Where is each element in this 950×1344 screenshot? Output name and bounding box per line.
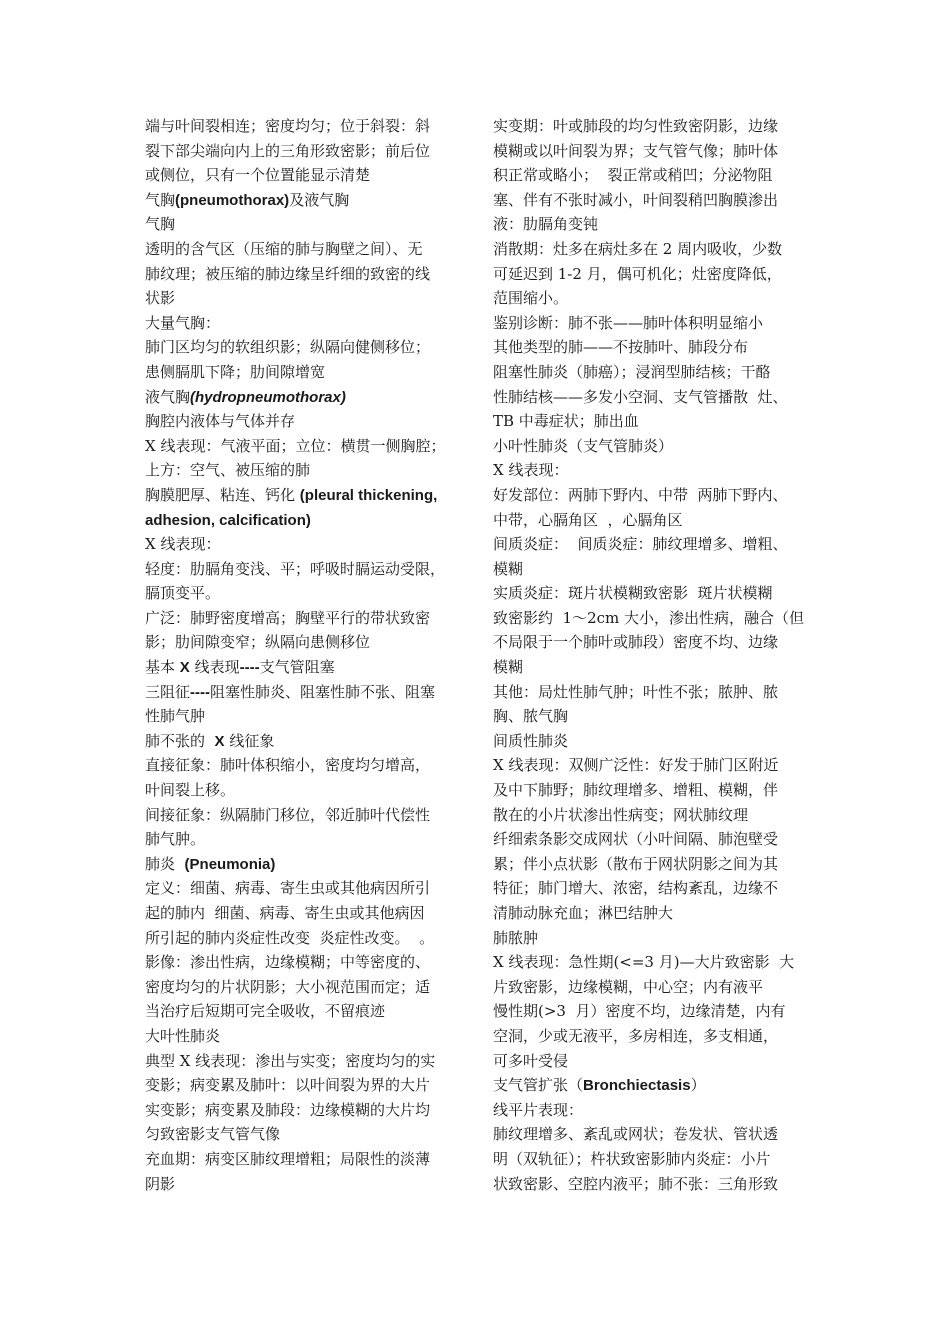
text-segment: 密度均匀的片状阴影；大小视范围而定；适 [145,977,431,996]
text-segment: 阴影 [145,1174,176,1193]
text-segment: 线表现 [189,658,240,677]
text-segment: 液：肋膈角变钝 [493,215,599,234]
text-segment: 支气管扩张（ [493,1076,584,1095]
text-segment: 患侧膈肌下降；肋间隙增宽 [145,362,326,381]
text-line [493,458,808,483]
text-line [145,901,460,926]
text-segment: 肺不张的 [145,731,215,750]
text-line [493,188,808,213]
text-line [493,606,808,631]
text-line [493,827,808,852]
text-segment: 线平片表现： [493,1100,584,1119]
text-line [145,1073,460,1098]
text-segment: adhesion, calcification) [145,511,311,529]
text-segment: 裂下部尖端向内上的三角形致密影；前后位 [145,141,431,160]
text-line [145,1172,460,1197]
text-line [145,827,460,852]
text-segment: 肺脓肿 [493,928,539,947]
text-segment: 其他：局灶性肺气肿；叶性不张；脓肿、脓 [493,682,779,701]
text-segment: 典型 X 线表现：渗出与实变；密度均匀的实 [145,1051,436,1070]
text-segment: 清肺动脉充血；淋巴结肿大 [493,904,674,922]
text-line [493,335,808,360]
text-line [493,975,808,1000]
text-line [493,286,808,311]
text-segment: 匀致密影支气管气像 [145,1125,281,1144]
text-line [145,508,460,533]
text-segment: 可延迟到 1-2 月，偶可机化；灶密度降低， [493,264,782,283]
text-line [493,926,808,951]
text-segment: 阻塞性肺炎（肺癌）；浸润型肺结核；干酪 [493,362,771,381]
text-segment: X [179,659,190,677]
text-line [493,753,808,778]
text-segment: 纤细索条影交成网状（小叶间隔、肺泡壁受 [493,830,779,849]
text-line [145,385,460,410]
text-segment: 阻塞性肺炎、阻塞性肺不张、阻塞 [210,682,436,701]
text-line [145,852,460,877]
text-segment: 好发部位：两肺下野内、中带 两肺下野内、 [493,485,788,504]
text-segment: (pleural thickening, [299,486,438,504]
right-text-column [493,114,808,1196]
text-segment: X 线表现：急性期(<=3 月)—大片致密影 大 [493,953,795,972]
text-line [493,630,808,655]
text-segment: 气胸 [145,215,176,234]
text-segment: 模糊 [493,658,524,677]
text-segment: 间质性肺炎 [493,731,569,750]
text-segment: 膈顶变平。 [145,584,221,603]
text-segment: 特征；肺门增大、浓密，结构紊乱，边缘不 [493,879,779,898]
text-segment: 鉴别诊断：肺不张——肺叶体积明显缩小 [493,313,764,332]
text-line [145,114,460,139]
text-segment: X [214,732,225,750]
text-segment: X 线表现： [493,461,569,480]
text-line [145,655,460,680]
text-segment: 片致密影，边缘模糊，中心空；内有液平 [493,977,764,996]
text-segment: (Pneumonia) [184,855,276,873]
text-line [493,163,808,188]
text-line [145,581,460,606]
text-line [493,680,808,705]
text-line [145,163,460,188]
text-line [145,975,460,1000]
text-segment: 塞、伴有不张时减小，叶间裂稍凹胸膜渗出 [493,190,779,209]
text-line [493,778,808,803]
text-segment: (pneumothorax) [175,191,290,209]
text-segment: ） [690,1076,706,1095]
text-line [145,532,460,557]
text-line [493,852,808,877]
text-line [145,434,460,459]
text-line [145,680,460,705]
text-segment: 所引起的肺内炎症性改变 炎症性改变。 。 [145,928,435,947]
text-segment: 端与叶间裂相连；密度均匀；位于斜裂：斜 [145,117,431,135]
text-line [493,532,808,557]
text-segment: 明（双轨征）；杵状致密影肺内炎症：小片 [493,1149,771,1168]
text-line [493,139,808,164]
text-line [493,311,808,336]
text-line [493,114,808,139]
text-segment: 当治疗后短期可完全吸收，不留痕迹 [145,1002,386,1021]
text-segment: 肺纹理增多、紊乱或网状；卷发状、管状透 [493,1125,779,1144]
text-line [493,876,808,901]
text-segment: 范围缩小。 [493,289,569,308]
text-segment: 广泛：肺野密度增高；胸壁平行的带状致密 [145,608,431,627]
text-line [493,434,808,459]
text-segment: 中带，心膈角区 ，心膈角区 [493,510,683,529]
text-segment: 空洞，少或无液平，多房相连，多支相通， [493,1026,779,1045]
text-line [145,237,460,262]
text-segment: 模糊 [493,559,524,578]
text-line [145,335,460,360]
text-line [145,1147,460,1172]
text-line [493,1172,808,1197]
text-segment: 上方：空气、被压缩的肺 [145,461,311,480]
text-line [145,311,460,336]
text-line [493,655,808,680]
text-line [493,483,808,508]
text-segment: 模糊或以叶间裂为界；支气管气像；肺叶体 [493,141,779,160]
text-segment: 胸腔内液体与气体并存 [145,412,296,431]
text-line [145,704,460,729]
text-segment: 可多叶受侵 [493,1051,569,1070]
text-line [145,753,460,778]
text-line [493,212,808,237]
text-segment: 直接征象：肺叶体积缩小，密度均匀增高， [145,756,431,775]
text-segment: 及中下肺野；肺纹理增多、增粗、模糊，伴 [493,781,779,800]
text-line [145,262,460,287]
text-segment: 肺气肿。 [145,830,206,849]
text-segment: 实变期：叶或肺段的均匀性致密阴影，边缘 [493,117,779,135]
text-segment: 肺门区均匀的软组织影；纵隔向健侧移位； [145,338,431,357]
text-segment: ---- [190,683,210,701]
text-segment: 轻度：肋膈角变浅、平；呼吸时膈运动受限， [145,559,446,578]
text-line [493,557,808,582]
text-segment: 线征象 [224,731,275,750]
text-segment: 充血期：病变区肺纹理增粗；局限性的淡薄 [145,1149,431,1168]
text-segment: 散在的小片状渗出性病变；网状肺纹理 [493,805,749,824]
text-line [145,188,460,213]
text-line [493,237,808,262]
text-segment: 间质炎症： 间质炎症：肺纹理增多、增粗、 [493,535,788,554]
text-line [145,926,460,951]
text-segment: 实变影；病变累及肺段：边缘模糊的大片均 [145,1100,431,1119]
text-line [493,950,808,975]
text-segment: 透明的含气区（压缩的肺与胸壁之间）、无 [145,239,423,258]
text-segment: 起的肺内 细菌、病毒、寄生虫或其他病因 [145,904,425,922]
text-line [145,606,460,631]
text-line [145,360,460,385]
text-line [493,508,808,533]
text-line [145,483,460,508]
text-line [145,630,460,655]
text-line [145,1024,460,1049]
text-segment: 变影；病变累及肺叶：以叶间裂为界的大片 [145,1076,431,1095]
text-segment: 三阻征 [145,682,191,701]
text-line [493,999,808,1024]
text-line [493,803,808,828]
text-line [493,729,808,754]
text-line [493,704,808,729]
text-segment: X 线表现： [145,535,221,554]
text-line [493,1147,808,1172]
text-line [493,360,808,385]
text-segment: 性肺气肿 [145,707,206,726]
text-segment: (hydropneumothorax) [190,388,346,406]
text-segment: TB 中毒症状；肺出血 [493,412,639,431]
text-line [145,778,460,803]
left-text-column [145,114,460,1196]
text-segment: 消散期：灶多在病灶多在 2 周内吸收，少数 [493,239,783,258]
text-line [493,1073,808,1098]
text-line [145,876,460,901]
text-line [493,901,808,926]
text-line [145,1098,460,1123]
text-segment: 其他类型的肺——不按肺叶、肺段分布 [493,338,749,357]
text-segment: 积正常或略小； 裂正常或稍凹；分泌物阻 [493,166,773,185]
text-segment: 气胸 [145,190,176,209]
text-segment: 大叶性肺炎 [145,1026,221,1045]
text-segment: 间接征象：纵隔肺门移位，邻近肺叶代偿性 [145,805,431,824]
text-segment: X 线表现：双侧广泛性：好发于肺门区附近 [493,756,779,775]
text-line [493,1098,808,1123]
text-segment: 慢性期(>3 月）密度不均，边缘清楚，内有 [493,1002,786,1021]
text-line [145,1122,460,1147]
text-line [493,1024,808,1049]
text-line [145,557,460,582]
text-segment: 性肺结核——多发小空洞、支气管播散 灶、 [493,387,788,406]
text-segment: 液气胸 [145,387,191,406]
text-line [493,262,808,287]
text-line [145,212,460,237]
text-segment: 或侧位，只有一个位置能显示清楚 [145,166,371,185]
text-line [145,1049,460,1074]
text-segment: Bronchiectasis [583,1077,691,1095]
text-line [493,581,808,606]
text-segment: 影像：渗出性病，边缘模糊；中等密度的、 [145,953,431,972]
text-line [145,999,460,1024]
text-line [145,950,460,975]
text-line [145,286,460,311]
text-segment: 及液气胸 [289,190,350,209]
text-segment: 基本 [145,658,180,677]
text-segment: 实质炎症：斑片状模糊致密影 斑片状模糊 [493,584,773,603]
text-segment: X 线表现：气液平面；立位：横贯一侧胸腔； [145,436,446,455]
text-line [493,1122,808,1147]
text-segment: 胸、脓气胸 [493,707,569,726]
text-segment: 状影 [145,289,176,308]
text-line [493,1049,808,1074]
text-segment: 小叶性肺炎（支气管肺炎） [493,436,674,455]
text-segment: 状致密影、空腔内液平；肺不张：三角形致 [493,1174,779,1193]
text-line [145,458,460,483]
text-segment: 支气管阻塞 [259,658,335,677]
text-line [145,139,460,164]
text-segment: 肺纹理；被压缩的肺边缘呈纤细的致密的线 [145,264,431,283]
text-segment: 定义：细菌、病毒、寄生虫或其他病因所引 [145,879,431,898]
text-line [145,729,460,754]
text-segment: 累；伴小点状影（散布于网状阴影之间为其 [493,854,779,873]
text-line [145,803,460,828]
text-segment: 肺炎 [145,854,185,873]
text-line [493,385,808,410]
text-segment: 大量气胸： [145,313,221,332]
text-segment: 影；肋间隙变窄；纵隔向患侧移位 [145,633,371,652]
text-line [145,409,460,434]
text-segment: 胸膜肥厚、粘连、钙化 [145,485,300,504]
text-segment: ---- [239,659,260,677]
text-line [493,409,808,434]
text-segment: 不局限于一个肺叶或肺段）密度不均、边缘 [493,633,779,652]
text-segment: 致密影约 1～2cm 大小，渗出性病，融合（但 [493,608,805,627]
text-segment: 叶间裂上移。 [145,781,236,800]
